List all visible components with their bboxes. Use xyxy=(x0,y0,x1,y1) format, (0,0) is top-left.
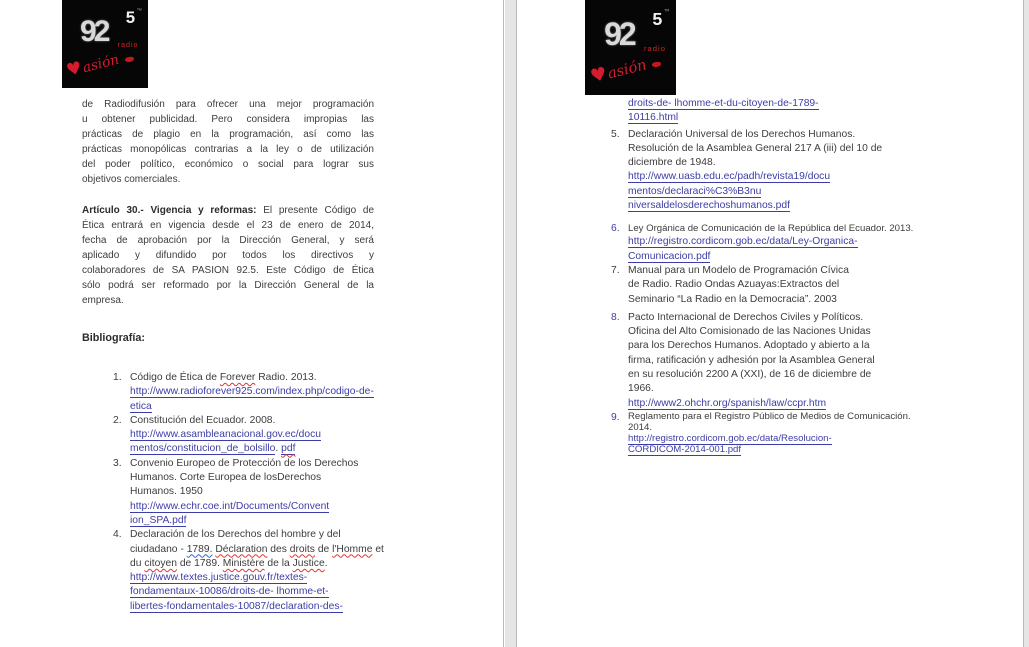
text-run: Justice xyxy=(292,557,325,569)
list-item-text xyxy=(628,311,985,411)
logo-script-text: asión xyxy=(605,56,648,83)
list-item-text xyxy=(628,222,985,264)
text-line xyxy=(628,433,985,444)
text-line xyxy=(130,471,446,485)
text-run: prácticas de plagio en la programación, así como las xyxy=(82,129,374,140)
text-line xyxy=(82,248,374,263)
logo-number: 92 xyxy=(80,14,108,48)
text-run: firma, ratificación y adhesión por la Asamblea General xyxy=(628,354,875,366)
text-run: fecha de aprobación por la Dirección General, y será xyxy=(82,235,374,246)
hyperlink-text[interactable]: libertes-fondamentales-10087/declaration-des- xyxy=(130,600,343,612)
text-run: u obtener publicidad. Pero considera impropias las xyxy=(82,114,374,125)
text-line xyxy=(82,263,374,278)
bibliography-list xyxy=(82,371,446,614)
text-run: diciembre de 1948. xyxy=(628,157,716,169)
text-run: Humanos. Corte Europea de losDerechos xyxy=(130,472,322,484)
text-run: de la xyxy=(264,557,293,569)
hyperlink-text[interactable]: http://registro.cordicom.gob.ec/data/Resolucion- xyxy=(628,432,832,444)
text-run: et xyxy=(372,543,384,555)
hyperlink-text[interactable]: http://www.uasb.edu.ec/padh/revista19/docu xyxy=(628,171,831,183)
document-page-left xyxy=(0,0,504,647)
text-line xyxy=(130,600,446,614)
text-line xyxy=(628,128,985,142)
list-item-number xyxy=(611,97,628,126)
logo-pasion-script xyxy=(588,53,648,87)
text-run: objetivos comerciales. xyxy=(82,174,181,185)
list-item xyxy=(82,371,446,414)
text-run: droits xyxy=(289,543,315,555)
text-line xyxy=(130,500,446,514)
logo-pasion-script xyxy=(65,49,122,81)
text-run: Declaración Universal de los Derechos Humanos. xyxy=(628,128,856,140)
text-run: de Radiodifusión para ofrecer una mejor programación xyxy=(82,99,374,110)
list-item-number: 7. xyxy=(611,264,620,276)
text-line xyxy=(628,293,985,307)
text-run: Ley Orgánica de Comunicación de la República del Ecuador. 2013. xyxy=(628,223,914,235)
text-run: 1966. xyxy=(628,383,654,395)
list-item-number: 5. xyxy=(611,128,620,140)
list-item-number: 8. xyxy=(611,311,620,323)
text-run: Oficina del Alto Comisionado de las Naciones Unidas xyxy=(628,326,871,338)
list-item-text xyxy=(628,128,985,214)
text-run: del poder político, económico o social para lograr sus xyxy=(82,159,374,170)
text-line xyxy=(130,442,446,456)
text-line xyxy=(628,199,985,213)
hyperlink-text[interactable]: http://www.echr.coe.int/Documents/Convent xyxy=(130,500,330,512)
text-run: sólo podrá ser reformado por la Dirección General de la xyxy=(82,280,374,291)
text-run: . xyxy=(324,557,328,569)
list-item xyxy=(82,457,446,528)
text-line xyxy=(82,127,374,142)
logo-radio-label: radio xyxy=(117,40,139,50)
lips-icon xyxy=(652,61,662,67)
text-line xyxy=(628,368,985,382)
text-line xyxy=(628,156,985,170)
text-run: de xyxy=(314,543,333,555)
text-run: Declaración de los Derechos del hombre y del xyxy=(130,529,341,541)
text-line xyxy=(628,264,985,278)
page-right-content xyxy=(611,90,985,455)
heart-icon: ♥ xyxy=(64,57,85,81)
text-line xyxy=(130,457,446,471)
text-line xyxy=(628,325,985,339)
text-line xyxy=(130,571,446,585)
text-line xyxy=(130,585,446,599)
text-line xyxy=(82,97,374,112)
text-line xyxy=(82,157,374,172)
text-run: aplicado y difundido por todos los directivos y xyxy=(82,250,374,261)
paragraph-radiodifusion xyxy=(82,97,374,187)
text-run: Ministère xyxy=(222,557,265,569)
text-line xyxy=(82,203,374,218)
text-line xyxy=(628,278,985,292)
hyperlink-text[interactable]: fondamentaux-10086/droits-de- lhomme-et- xyxy=(130,586,329,598)
text-run: Reglamento para el Registro Público de Medios de Comunicación. xyxy=(628,410,911,422)
list-item-text xyxy=(628,97,985,126)
text-run: ciudadano - xyxy=(130,543,187,555)
text-run: 1789. xyxy=(186,543,213,555)
text-run: de Radio. Radio Ondas Azuayas:Extractos del xyxy=(628,279,840,291)
text-line xyxy=(82,293,374,308)
list-item xyxy=(611,311,985,411)
paragraph-articulo-30 xyxy=(82,203,374,308)
hyperlink-text[interactable]: etica xyxy=(130,400,152,412)
list-item-number: 3. xyxy=(113,457,122,469)
trademark-symbol: ™ xyxy=(136,7,142,14)
list-item xyxy=(611,128,985,214)
page-left-content xyxy=(82,90,446,614)
pasion-925-radio-logo xyxy=(62,0,148,88)
text-run: de 1789. xyxy=(176,557,223,569)
text-run: colaboradores de SA PASION 92.5. Este Código de Ética xyxy=(82,265,374,276)
text-line xyxy=(628,222,985,235)
list-item-number: 1. xyxy=(113,372,122,383)
text-run: Pacto Internacional de Derechos Civiles y Políticos. xyxy=(628,311,864,323)
text-line xyxy=(628,250,985,264)
text-run: Código de Ética de xyxy=(130,372,220,383)
text-run: l'Homme xyxy=(332,543,373,555)
text-line xyxy=(628,444,985,455)
text-line xyxy=(130,485,446,499)
text-run: Seminario “La Radio en la Democracia”. 2003 xyxy=(628,293,837,305)
bibliography-list xyxy=(611,97,985,455)
text-line xyxy=(628,411,985,422)
hyperlink-text[interactable]: CORDICOM-2014-001.pdf xyxy=(628,443,742,455)
text-line xyxy=(130,543,446,557)
logo-script-text: asión xyxy=(81,51,122,77)
text-line xyxy=(82,233,374,248)
text-line xyxy=(130,385,446,399)
text-line xyxy=(82,112,374,127)
text-line xyxy=(628,311,985,325)
text-run: en su resolución 2200 A (XXI), de 16 de diciembre de xyxy=(628,369,872,381)
heart-icon: ♥ xyxy=(587,62,609,88)
hyperlink-text[interactable]: mentos/declaraci%C3%B3nu xyxy=(628,185,762,197)
text-run: citoyen xyxy=(144,557,177,569)
hyperlink-text[interactable]: http://www.radioforever925.com/index.php/codigo-de- xyxy=(130,386,374,398)
text-run: du xyxy=(130,557,145,569)
text-run: Convenio Europeo de Protección de los Derechos xyxy=(130,457,359,469)
text-line xyxy=(628,422,985,433)
text-run: Humanos. 1950 xyxy=(130,486,203,498)
list-item xyxy=(611,411,985,455)
text-line xyxy=(130,514,446,528)
hyperlink-text[interactable]: http://www2.ohchr.org/spanish/law/ccpr.htm xyxy=(628,397,827,409)
right-edge-strip xyxy=(1023,0,1029,647)
logo-radio-label: radio xyxy=(643,43,666,53)
text-run: Resolución de la Asamblea General 217 A (iii) del 10 de xyxy=(628,142,883,154)
hyperlink-text[interactable]: pdf xyxy=(281,443,296,455)
text-line xyxy=(628,397,985,411)
text-run: Radio. 2013. xyxy=(255,372,317,383)
text-run: para los Derechos Humanos. Adoptado y abierto a la xyxy=(628,340,870,352)
text-line xyxy=(130,400,446,414)
text-run: des xyxy=(267,543,290,555)
text-run: El presente Código de xyxy=(256,205,374,216)
hyperlink-text[interactable]: niversaldelosderechoshumanos.pdf xyxy=(628,200,790,212)
text-run: Forever xyxy=(219,372,256,383)
list-item-text xyxy=(628,411,985,455)
text-run: Artículo 30.- Vigencia y reformas: xyxy=(82,205,257,216)
text-run: . xyxy=(275,443,282,455)
list-item-text xyxy=(130,371,446,414)
lips-icon xyxy=(125,56,135,62)
text-line xyxy=(130,528,446,542)
text-line xyxy=(628,185,985,199)
logo-decimal: 5 xyxy=(652,8,663,29)
list-item-number: 9. xyxy=(611,411,620,423)
hyperlink-text[interactable]: http://www.textes.justice.gouv.fr/textes- xyxy=(130,572,308,584)
text-run: Ética entrará en vigencia desde el 23 de enero de 2014, xyxy=(82,220,374,231)
text-line xyxy=(130,428,446,442)
text-run: Déclaration xyxy=(215,543,268,555)
text-run: Manual para un Modelo de Programación Cívica xyxy=(628,264,849,276)
text-line xyxy=(130,557,446,571)
hyperlink-text[interactable]: mentos/constitucion_de_bolsillo xyxy=(130,443,276,455)
text-line xyxy=(82,142,374,157)
list-item-text xyxy=(628,264,985,307)
hyperlink-text[interactable]: 10116.html xyxy=(628,112,679,124)
document-page-right xyxy=(518,0,1023,647)
logo-decimal: 5 xyxy=(125,7,136,27)
text-line xyxy=(82,172,374,187)
list-item xyxy=(82,528,446,614)
text-line xyxy=(628,142,985,156)
list-item-text xyxy=(130,528,446,614)
pasion-925-radio-logo xyxy=(585,0,676,95)
hyperlink-text[interactable]: Comunicacion.pdf xyxy=(628,250,711,262)
bibliography-heading xyxy=(82,331,446,346)
text-line xyxy=(82,331,446,346)
text-line xyxy=(130,414,446,428)
text-line xyxy=(628,170,985,184)
text-run: 2014. xyxy=(628,421,653,433)
hyperlink-text[interactable]: ion_SPA.pdf xyxy=(130,514,187,526)
list-item-number: 4. xyxy=(113,529,122,541)
hyperlink-text[interactable]: http://registro.cordicom.gob.ec/data/Ley-Organica- xyxy=(628,236,858,248)
text-line xyxy=(628,111,985,125)
list-item xyxy=(611,264,985,307)
text-run: empresa. xyxy=(82,295,124,306)
list-item xyxy=(611,222,985,264)
text-run: Bibliografía: xyxy=(82,332,145,344)
text-line xyxy=(628,382,985,396)
list-item-number: 6. xyxy=(611,223,620,235)
text-run: Constitución del Ecuador. 2008. xyxy=(130,414,276,426)
logo-number: 92 xyxy=(604,16,634,53)
text-line xyxy=(130,371,446,385)
trademark-symbol: ™ xyxy=(663,8,670,15)
text-line xyxy=(628,354,985,368)
hyperlink-text[interactable]: droits-de- lhomme-et-du-citoyen-de-1789- xyxy=(628,98,819,109)
list-item-text xyxy=(130,414,446,457)
page-gap-divider xyxy=(505,0,517,647)
text-line xyxy=(82,218,374,233)
text-line xyxy=(628,339,985,353)
list-item xyxy=(611,97,985,126)
list-item xyxy=(82,414,446,457)
text-run: prácticas monopólicas contrarias a la ley o de utilización xyxy=(82,144,374,155)
text-line xyxy=(628,235,985,249)
list-item-text xyxy=(130,457,446,528)
text-line xyxy=(628,97,985,111)
list-item-number: 2. xyxy=(113,414,122,426)
hyperlink-text[interactable]: http://www.asambleanacional.gov.ec/docu xyxy=(130,429,321,441)
text-line xyxy=(82,278,374,293)
